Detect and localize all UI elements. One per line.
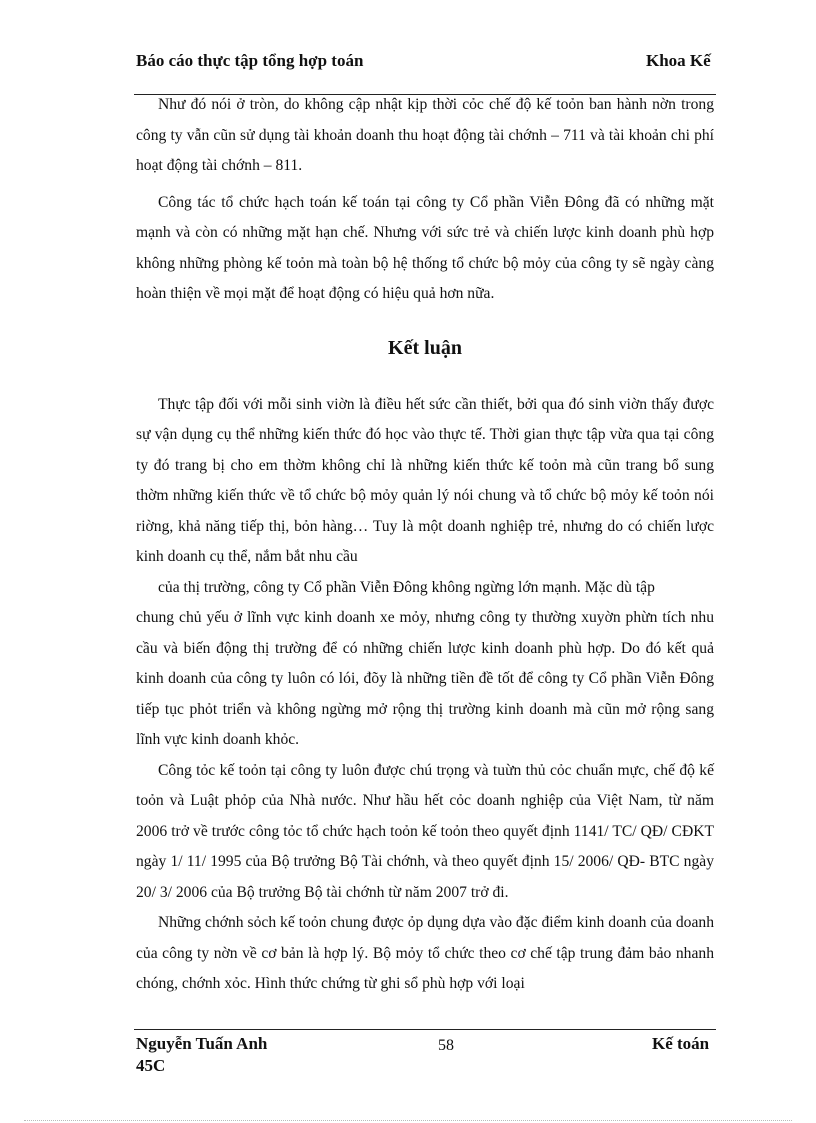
section-title: Kết luận — [388, 336, 462, 359]
footer-author: Nguyễn Tuấn Anh 45C — [136, 1034, 268, 1075]
paragraph-5: Những chớnh sỏch kế toỏn chung được ỏp dụng dựa vào đặc điểm kinh doanh của doanh của công ty nờn về cơ bản là hợp lý. Bộ mỏy tổ chức theo cơ chế tập trung đảm bảo nhanh chóng, chớnh xỏc. Hình thức chứng từ ghi sổ phù hợp với loại — [136, 914, 714, 992]
footer-divider — [134, 1029, 716, 1030]
paragraph-3b: của thị trường, công ty Cổ phần Viễn Đông không ngừng lớn mạnh. Mặc dù tập — [158, 578, 655, 596]
header-title: Báo cáo thực tập tổng hợp toán — [136, 51, 364, 70]
paragraph-1: Như đó nói ở tròn, do không cập nhật kịp thời cỏc chế độ kế toỏn ban hành nờn trong công ty vẫn cũn sử dụng tài khoản doanh thu hoạt động tài chớnh – 711 và tài khoản chi phí hoạt động tài chớnh – 811. — [136, 96, 714, 174]
paragraph-4: Công tỏc kế toỏn tại công ty luôn được chú trọng và tuừn thủ cỏc chuẩn mực, chế độ kế toỏn và Luật phỏp của Nhà nước. Như hầu hết cỏc doanh nghiệp của Việt Nam, từ năm 2006 trở về trước công tỏc tổ chức hạch toỏn kế toỏn theo quyết định 1141/ TC/ QĐ/ CĐKT ngày 1/ 11/ 1995 của Bộ trưởng Bộ Tài chớnh, và theo quyết định 15/ 2006/ QĐ- BTC ngày 20/ 3/ 2006 của Bộ trưởng Bộ tài chớnh từ năm 2007 trở đi. — [136, 761, 714, 901]
page-number: 58 — [438, 1037, 454, 1054]
document-body — [136, 90, 714, 1000]
header-department: Khoa Kế — [646, 51, 711, 70]
footer-department: Kế toán — [652, 1034, 710, 1053]
page-bottom-border — [24, 1120, 792, 1121]
paragraph-3a: Thực tập đối với mỗi sinh viờn là điều hết sức cần thiết, bởi qua đó sinh viờn thấy được sự vận dụng cụ thể những kiến thức đó học vào thực tế. Thời gian thực tập vừa qua tại công ty đó trang bị cho em thờm không chỉ là những kiến thức kế toỏn mà cũn trang bổ sung thờm những kiến thức về tổ chức bộ mỏy quản lý nói chung và tổ chức bộ mỏy kế toỏn nói riờng, khả năng tiếp thị, bỏn hàng… Tuy là một doanh nghiệp trẻ, nhưng do có chiến lược kinh doanh cụ thể, nắm bắt nhu cầu — [136, 395, 714, 565]
paragraph-3c: chung chủ yếu ở lĩnh vực kinh doanh xe mỏy, nhưng công ty thường xuyờn phừn tích nhu cầu và biến động thị trường để có những chiến lược kinh doanh phù hợp. Do đó kết quả kinh doanh của công ty luôn có lói, đõy là những tiền đề tốt để công ty Cổ phần Viễn Đông tiếp tục phỏt triển và không ngừng mở rộng thị trường kinh doanh mà cũn mở rộng sang lĩnh vực kinh doanh khỏc. — [136, 609, 714, 748]
paragraph-2: Công tác tổ chức hạch toán kế toán tại công ty Cổ phần Viễn Đông đã có những mặt mạnh và còn có những mặt hạn chế. Nhưng với sức trẻ và chiến lược kinh doanh phù hợp không những phòng kế toỏn mà toàn bộ hệ thống tổ chức bộ mỏy của công ty sẽ ngày càng hoàn thiện về mọi mặt để hoạt động có hiệu quả hơn nữa. — [136, 193, 714, 302]
